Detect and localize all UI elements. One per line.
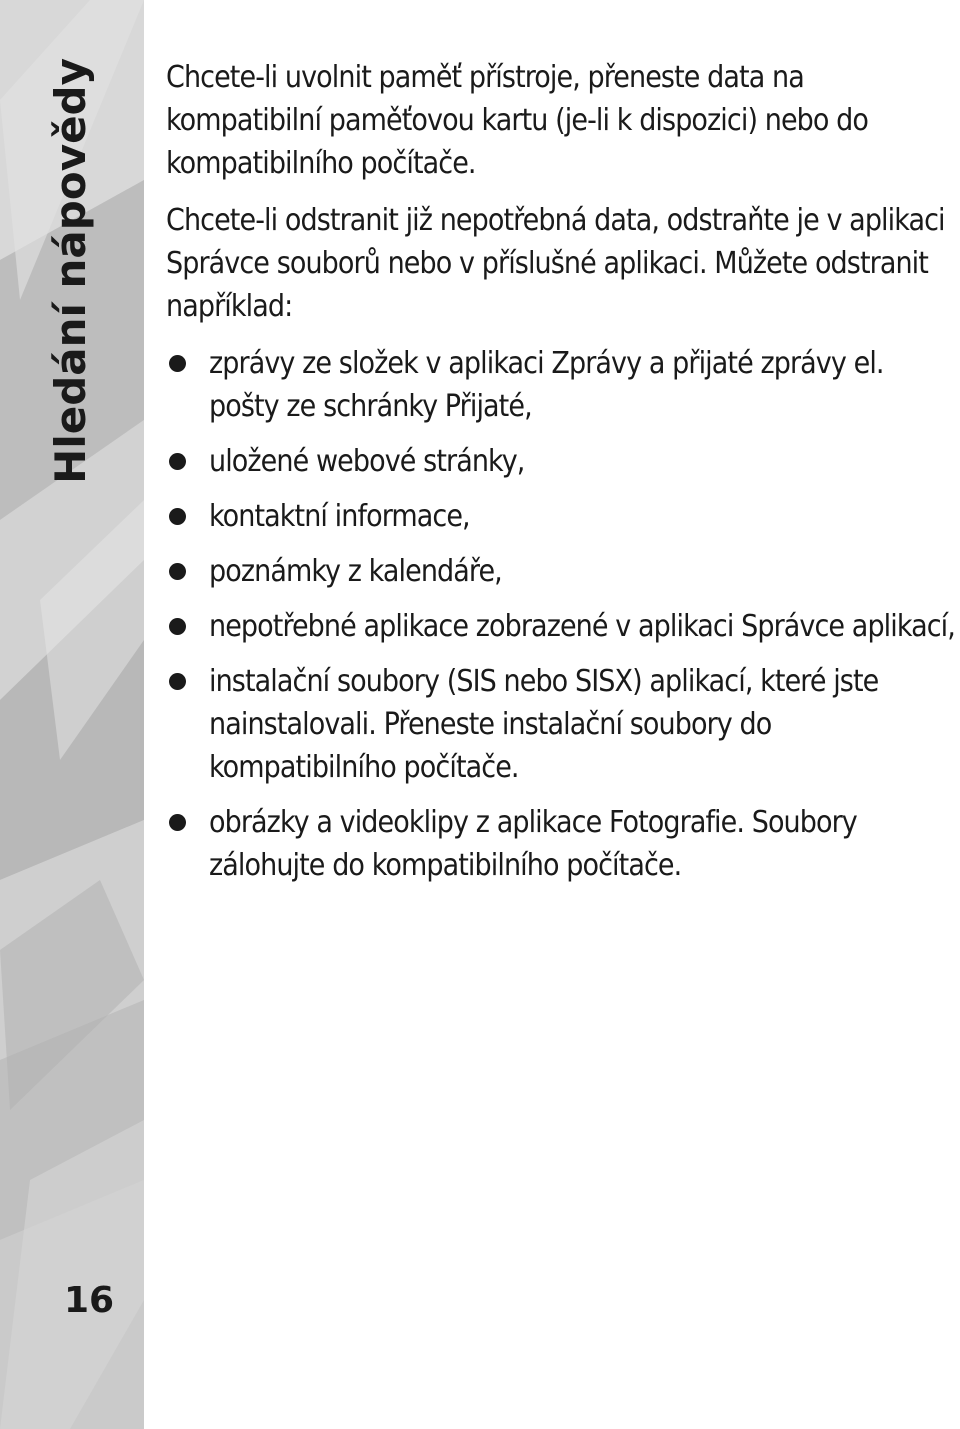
list-item [166, 605, 956, 648]
bullet-icon [169, 618, 186, 635]
list-item [166, 342, 956, 428]
list-item [166, 550, 956, 593]
section-title: Hledání nápovědy [46, 58, 95, 484]
bullet-icon [169, 453, 186, 470]
list-item-text: poznámky z kalendáře, [209, 554, 502, 589]
sidebar [0, 0, 144, 1429]
bullet-icon [169, 355, 186, 372]
paragraph-free-memory: Chcete-li uvolnit paměť přístroje, přeneste data na kompatibilní paměťovou kartu (je-li k dispozici) nebo do kompatibilního počítače. [166, 60, 869, 181]
list-item-text: kontaktní informace, [209, 499, 470, 534]
list-item-text: obrázky a videoklipy z aplikace Fotografie. Soubory zálohujte do kompatibilního počítače. [209, 805, 857, 883]
list-item [166, 660, 956, 789]
list-item [166, 440, 956, 483]
bullet-icon [169, 508, 186, 525]
list-item-text: nepotřebné aplikace zobrazené v aplikaci Správce aplikací, [209, 609, 955, 644]
bullet-icon [169, 814, 186, 831]
bullet-icon [169, 673, 186, 690]
paragraph-remove-data: Chcete-li odstranit již nepotřebná data, odstraňte je v aplikaci Správce souborů nebo v příslušné aplikaci. Můžete odstranit například: [166, 203, 945, 324]
list-item-text: uložené webové stránky, [209, 444, 525, 479]
list-item [166, 495, 956, 538]
list-item-text: instalační soubory (SIS nebo SISX) aplikací, které jste nainstalovali. Přeneste instalační soubory do kompatibilního počítače. [209, 664, 879, 785]
body-text [166, 56, 956, 899]
list-item-text: zprávy ze složek v aplikaci Zprávy a přijaté zprávy el. pošty ze schránky Přijaté, [209, 346, 884, 424]
page-number: 16 [64, 1280, 115, 1321]
removable-data-list [166, 342, 956, 887]
list-item [166, 801, 956, 887]
bullet-icon [169, 563, 186, 580]
